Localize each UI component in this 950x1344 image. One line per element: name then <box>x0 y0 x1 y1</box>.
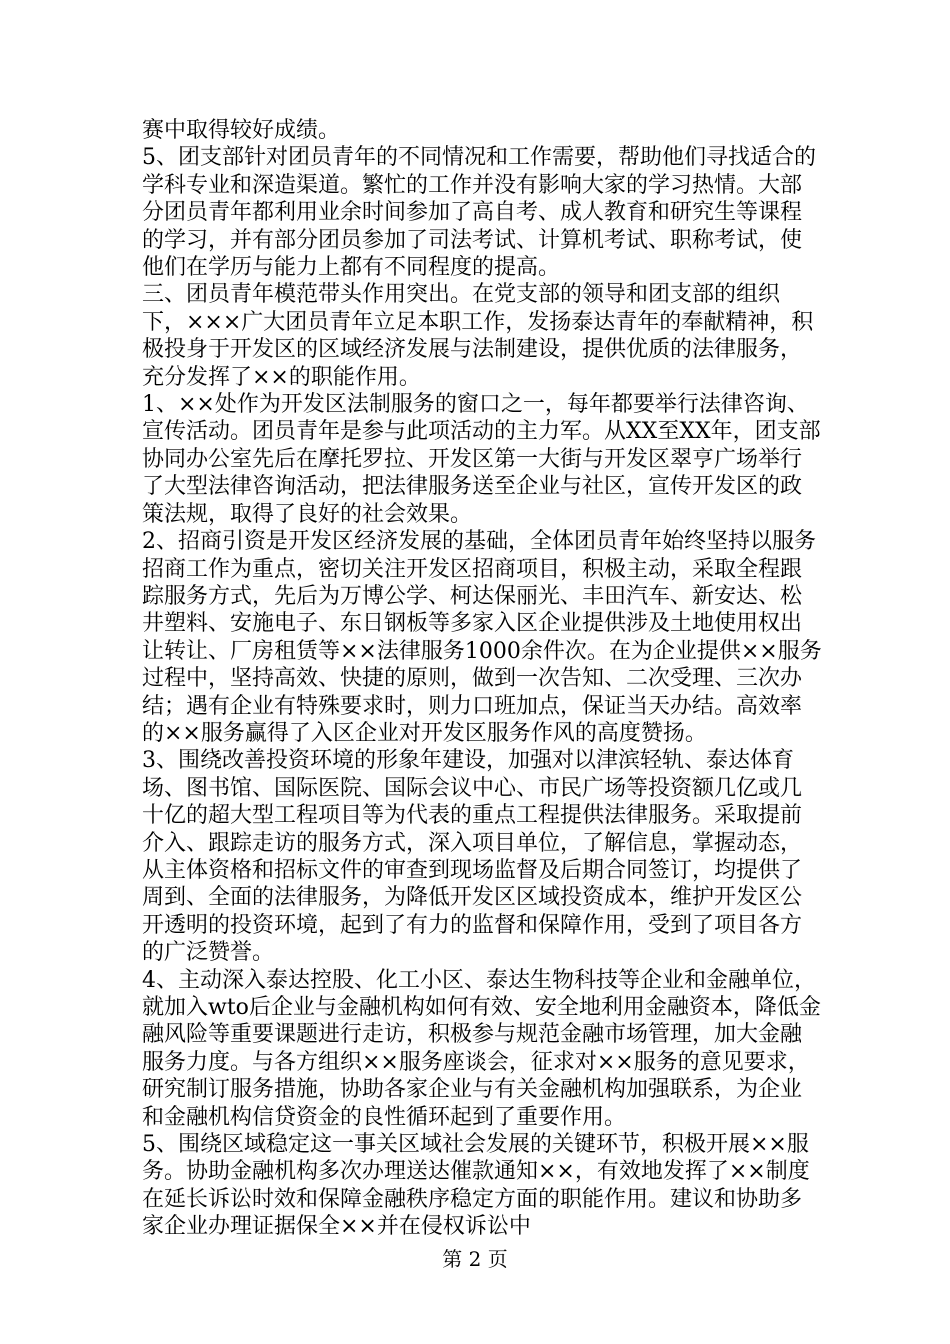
page-number: 第 2 页 <box>442 1247 508 1271</box>
document-body <box>142 117 822 1241</box>
paragraph-item-2-investment: 2、招商引资是开发区经济发展的基础，全体团员青年始终坚持以服务招商工作为重点，密切关注开发区招商项目，积极主动，采取全程跟踪服务方式，先后为万博公学、柯达保丽光、丰田汽车、新安达、松井塑料、安施电子、东日钢板等多家入区企业提供涉及土地使用权出让转让、厂房租赁等××法律服务1000余件次。在为企业提供××服务过程中，坚持高效、快捷的原则，做到一次告知、二次受理、三次办结；遇有企业有特殊要求时，则力口班加点，保证当天办结。高效率的××服务赢得了入区企业对开发区服务作风的高度赞扬。 <box>142 529 822 746</box>
paragraph-item-5-stability: 5、围绕区域稳定这一事关区域社会发展的关键环节，积极开展××服务。协助金融机构多次办理送达催款通知××，有效地发挥了××制度在延长诉讼时效和保障金融秩序稳定方面的职能作用。建议和协助多家企业办理证据保全××并在侵权诉讼中 <box>142 1132 810 1240</box>
paragraph-section-3-heading: 三、团员青年模范带头作用突出。在党支部的领导和团支部的组织下，×××广大团员青年立足本职工作，发扬泰达青年的奉献精神，积极投身于开发区的区域经济发展与法制建设，提供优质的法律服务，充分发挥了××的职能作用。 <box>142 282 814 390</box>
paragraph-item-1-legal-consulting: 1、××处作为开发区法制服务的窗口之一，每年都要举行法律咨询、宣传活动。团员青年是参与此项活动的主力军。从XX至XX年，团支部协同办公室先后在摩托罗拉、开发区第一大街与开发区翠亨广场举行了大型法律咨询活动，把法律服务送至企业与社区，宣传开发区的政策法规，取得了良好的社会效果。 <box>142 392 821 527</box>
paragraph-item-3-environment: 3、围绕改善投资环境的形象年建设，加强对以津滨轻轨、泰达体育场、图书馆、国际医院、国际会议中心、市民广场等投资额几亿或几十亿的超大型工程项目等为代表的重点工程提供法律服务。采取提前介入、跟踪走访的服务方式，深入项目单位，了解信息，掌握动态，从主体资格和招标文件的审查到现场监督及后期合同签订，均提供了周到、全面的法律服务，为降低开发区区域投资成本，维护开发区公开透明的投资环境，起到了有力的监督和保障作用，受到了项目各方的广泛赞誉。 <box>142 748 803 966</box>
paragraph-continuation: 赛中取得较好成绩。 <box>142 118 341 143</box>
paragraph-item-5-study: 5、团支部针对团员青年的不同情况和工作需要，帮助他们寻找适合的学科专业和深造渠道。繁忙的工作并没有影响大家的学习热情。大部分团员青年都利用业余时间参加了高自考、成人教育和研究生等课程的学习，并有部分团员参加了司法考试、计算机考试、职称考试，使他们在学历与能力上都有不同程度的提高。 <box>142 145 816 281</box>
paragraph-item-4-finance: 4、主动深入泰达控股、化工小区、泰达生物科技等企业和金融单位，就加入wto后企业与金融机构如何有效、安全地利用金融资本，降低金融风险等重要课题进行走访，积极参与规范金融市场管理，加大金融服务力度。与各方组织××服务座谈会，征求对××服务的意见要求，研究制订服务措施，协助各家企业与有关金融机构加强联系，为企业和金融机构信贷资金的良性循环起到了重要作用。 <box>142 967 821 1130</box>
